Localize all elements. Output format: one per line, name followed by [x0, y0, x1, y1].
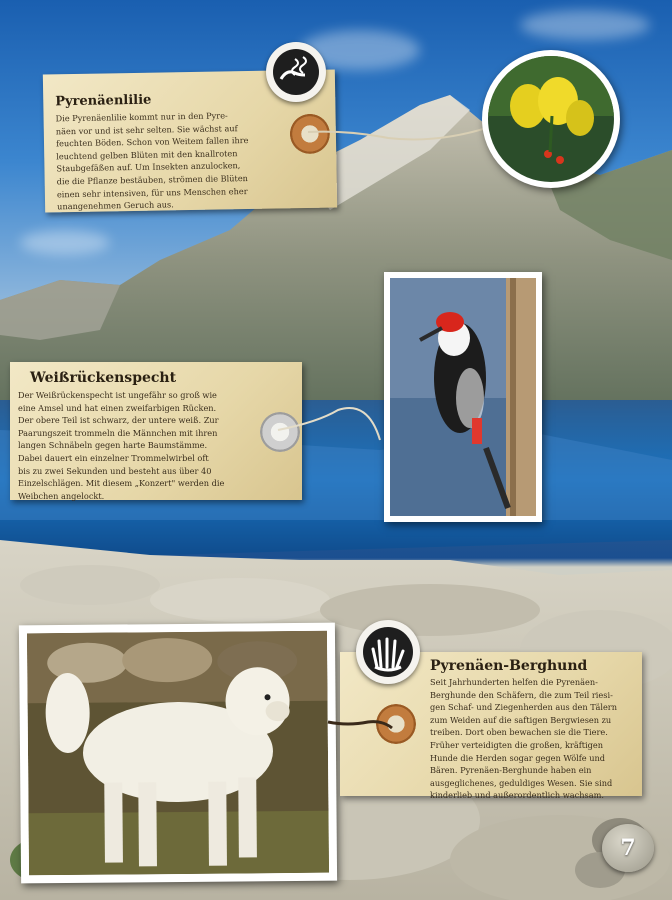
- woodpecker-text: [18, 389, 268, 502]
- woodpecker-photo: [384, 272, 542, 522]
- text-line: Hunde die Herden sogar gegen Wölfe und: [430, 752, 606, 763]
- smell-icon: [273, 49, 319, 95]
- text-line: einen sehr intensiven, für uns Menschen eher: [56, 185, 248, 199]
- lily-badge: [266, 42, 326, 102]
- text-line: Berghunde den Schäfern, die zum Teil riesi-: [430, 689, 613, 700]
- text-line: eine Amsel und hat einen zweifarbigen Rücken.: [18, 402, 217, 413]
- text-line: Dabei dauert ein einzelner Trommelwirbel oft: [18, 452, 209, 463]
- text-line: Staubgefäßen auf. Um Insekten anzulocken,: [56, 160, 241, 174]
- page-number: 7: [602, 824, 654, 872]
- text-line: Seit Jahrhunderten helfen die Pyrenäen-: [430, 677, 598, 687]
- dog-badge: [356, 620, 420, 684]
- dog-text: [430, 676, 638, 802]
- text-line: Bären. Pyrenäen-Berghunde haben ein: [430, 765, 592, 776]
- text-line: Paarungszeit trommeln die Männchen mit ihren: [18, 427, 218, 438]
- tag-string: [270, 400, 390, 460]
- tag-string: [326, 710, 396, 740]
- text-line: die die Pflanze bestäuben, strömen die Blüten: [56, 172, 248, 187]
- text-line: unangenehmen Geruch aus.: [57, 199, 174, 212]
- text-line: Die Pyrenäenlilie kommt nur in den Pyre-: [55, 110, 228, 124]
- text-line: Der obere Teil ist schwarz, der untere weiß. Zur: [18, 415, 219, 426]
- dog-title: Pyrenäen-Berghund: [430, 658, 588, 674]
- tag-string: [300, 110, 500, 150]
- woodpecker-info-tag: [10, 362, 302, 500]
- woodpecker-image: [390, 278, 536, 516]
- lily-text: [55, 108, 282, 213]
- woodpecker-title: Weißrückenspecht: [30, 370, 177, 386]
- text-line: kinderlieb und außerordentlich wachsam.: [430, 790, 604, 801]
- lily-flower-image: [488, 56, 614, 182]
- text-line: Weibchen angelockt.: [18, 490, 105, 501]
- text-line: leuchtend gelben Blüten mit den knallroten: [56, 147, 238, 162]
- lily-photo: [482, 50, 620, 188]
- text-line: gen Schaf- und Ziegenherden aus den Tälern: [430, 702, 617, 713]
- text-line: bis zu zwei Sekunden und besteht aus über 40: [18, 465, 212, 476]
- text-line: näen vor und ist sehr selten. Sie wächst auf: [55, 122, 238, 136]
- cloud: [20, 230, 110, 255]
- cloud: [520, 10, 650, 40]
- text-line: Einzelschlägen. Mit diesem „Konzert" werden die: [18, 478, 225, 489]
- text-line: treiben. Dort oben bewachen sie die Tiere.: [430, 727, 608, 738]
- text-line: langen Schnäbeln gegen harte Baumstämme.: [18, 440, 208, 451]
- dog-photo: [19, 623, 337, 884]
- text-line: zum Weiden auf die saftigen Bergwiesen zu: [430, 714, 612, 725]
- text-line: Der Weißrückenspecht ist ungefähr so groß wie: [18, 390, 217, 400]
- text-line: ausgeglichenes, geduldiges Wesen. Sie sind: [430, 777, 613, 788]
- text-line: feuchten Böden. Schon von Weitem fallen ihre: [55, 135, 249, 149]
- dog-image: [27, 631, 329, 876]
- lily-title: Pyrenäenlilie: [55, 92, 152, 110]
- hand-touch-icon: [363, 627, 413, 677]
- text-line: Früher verteidigten die großen, kräftigen: [430, 739, 603, 750]
